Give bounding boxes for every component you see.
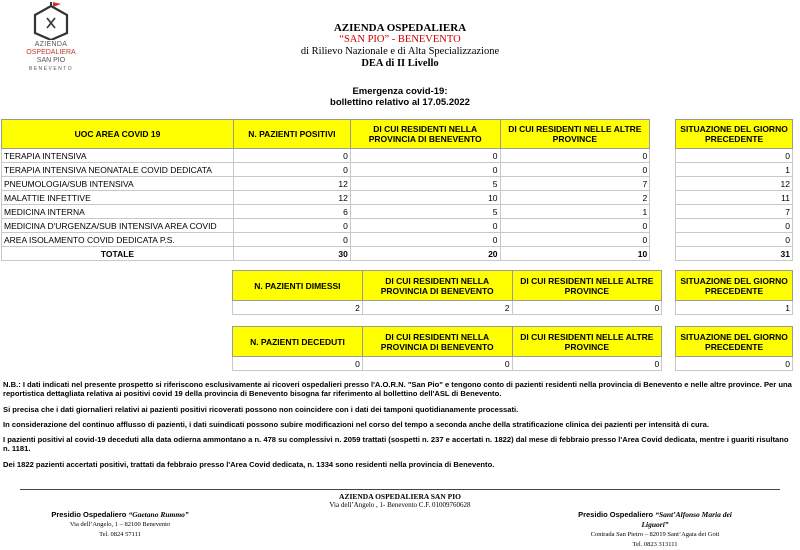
hospital-logo (16, 2, 86, 73)
table-row (2, 149, 793, 163)
footer-right (565, 510, 745, 550)
cell-positivi: 6 (233, 205, 350, 219)
cell-positivi: 12 (233, 191, 350, 205)
table-row (2, 163, 793, 177)
footer-right-prefix: Presidio Ospedaliero (578, 510, 656, 519)
total-precedente: 31 (676, 247, 793, 261)
cell-positivi: 12 (233, 177, 350, 191)
header-line-4: DEA di II Livello (361, 58, 439, 69)
note-paragraph: N.B.: I dati indicati nel presente prospetto si riferiscono esclusivamente ai ricoveri ospedalieri presso l'A.O.R.N. "San Pio" e tengono conto di pazienti residenti nella provincia di Benevento e nelle altre province. Per una reportistica dettagliata relativa ai positivi covid 19 della provincia di Benevento bisogna far riferimento al bollettino dell'ASL di Benevento. (3, 380, 792, 399)
cell-uoc: MEDICINA D'URGENZA/SUB INTENSIVA AREA COVID (2, 219, 234, 233)
header-line-3: di Rilievo Nazionale e di Alta Specializzazione (300, 46, 500, 57)
footer-center (250, 493, 550, 509)
footer-center-address: Via dell’Angelo , 1- Benevento C.F. 01009760628 (329, 501, 471, 509)
table-row (233, 357, 793, 371)
cell-uoc: MEDICINA INTERNA (2, 205, 234, 219)
table-header-row (233, 327, 793, 357)
deceduti-benevento: 0 (362, 357, 512, 371)
total-benevento: 20 (350, 247, 500, 261)
table-row (2, 233, 793, 247)
total-label: TOTALE (2, 247, 234, 261)
footer-left-prefix: Presidio Ospedaliero (51, 510, 129, 519)
notes-section (3, 380, 793, 475)
table-row (2, 191, 793, 205)
header-residenti-benevento: DI CUI RESIDENTI NELLA PROVINCIA DI BENEVENTO (362, 327, 512, 357)
cell-uoc: PNEUMOLOGIA/SUB INTENSIVA (2, 177, 234, 191)
header-positivi: N. PAZIENTI POSITIVI (233, 120, 350, 149)
table-row (2, 219, 793, 233)
cell-precedente: 1 (676, 163, 793, 177)
header-uoc: UOC AREA COVID 19 (2, 120, 234, 149)
table-total-row (2, 247, 793, 261)
footer-divider (20, 489, 780, 490)
table-row (2, 177, 793, 191)
cell-positivi: 0 (233, 233, 350, 247)
cell-altre: 1 (500, 205, 650, 219)
bulletin-title (200, 86, 600, 108)
bulletin-line-2: bollettino relativo al 17.05.2022 (330, 97, 470, 108)
total-positivi: 30 (233, 247, 350, 261)
footer-left-phone: Tel. 0824 57111 (99, 531, 141, 538)
dimessi-altre: 0 (512, 301, 662, 315)
cell-precedente: 12 (676, 177, 793, 191)
header-dimessi: N. PAZIENTI DIMESSI (233, 271, 363, 301)
header-residenti-benevento: DI CUI RESIDENTI NELLA PROVINCIA DI BENEVENTO (350, 120, 500, 149)
cell-benevento: 5 (350, 177, 500, 191)
header-giorno-precedente: SITUAZIONE DEL GIORNO PRECEDENTE (676, 271, 793, 301)
footer-left (40, 510, 200, 540)
note-paragraph: Dei 1822 pazienti accertati positivi, trattati da febbraio presso l'Area Covid dedicata, n. 1334 sono residenti nella provincia di Benevento. (3, 459, 495, 469)
cell-uoc: MALATTIE INFETTIVE (2, 191, 234, 205)
header-subtitle: “SAN PIO” - BENEVENTO (339, 34, 461, 45)
cell-altre: 0 (500, 163, 650, 177)
cell-benevento: 10 (350, 191, 500, 205)
header-residenti-altre: DI CUI RESIDENTI NELLE ALTRE PROVINCE (500, 120, 650, 149)
cell-altre: 2 (500, 191, 650, 205)
document-header (200, 22, 600, 70)
cell-uoc: AREA ISOLAMENTO COVID DEDICATA P.S. (2, 233, 234, 247)
header-giorno-precedente: SITUAZIONE DEL GIORNO PRECEDENTE (676, 327, 793, 357)
cell-precedente: 11 (676, 191, 793, 205)
footer-center-title: AZIENDA OSPEDALIERA SAN PIO (339, 492, 461, 501)
cell-benevento: 0 (350, 149, 500, 163)
footer-right-title (565, 510, 745, 530)
footer-left-address: Via dell’Angelo, 1 – 82100 Benevento (69, 521, 171, 528)
cell-benevento: 0 (350, 163, 500, 177)
header-residenti-benevento: DI CUI RESIDENTI NELLA PROVINCIA DI BENEVENTO (362, 271, 512, 301)
logo-text-ospedaliera: OSPEDALIERA (26, 49, 76, 56)
header-deceduti: N. PAZIENTI DECEDUTI (233, 327, 363, 357)
cell-benevento: 0 (350, 219, 500, 233)
note-paragraph: I pazienti positivi al covid-19 deceduti alla data odierna ammontano a n. 478 su complessivi n. 2059 trattati (sospetti n. 237 e accertati n. 1822) dal mese di febbraio presso l'Area Covid dedicata, mentre i guariti risultano n. 1181. (3, 435, 789, 454)
deceduti-altre: 0 (512, 357, 662, 371)
dimessi-value: 2 (233, 301, 363, 315)
cell-altre: 0 (500, 219, 650, 233)
note-paragraph: In considerazione del continuo afflusso di pazienti, i dati suindicati possono subire modificazioni nel corso del tempo a seconda anche della stratificazione clinica dei pazienti per intensità di cura. (3, 419, 709, 429)
cell-precedente: 0 (676, 219, 793, 233)
cell-uoc: TERAPIA INTENSIVA NEONATALE COVID DEDICATA (2, 163, 234, 177)
logo-text-san-pio: SAN PIO (36, 57, 66, 64)
header-residenti-altre: DI CUI RESIDENTI NELLE ALTRE PROVINCE (512, 271, 662, 301)
covid-positive-table (1, 119, 793, 261)
cell-precedente: 0 (676, 149, 793, 163)
table-row (2, 205, 793, 219)
logo-text-benevento: BENEVENTO (28, 66, 74, 72)
deceduti-table (232, 326, 793, 371)
cell-uoc: TERAPIA INTENSIVA (2, 149, 234, 163)
hexagon-logo-icon (29, 2, 73, 40)
bulletin-line-1: Emergenza covid-19: (352, 86, 448, 97)
cell-positivi: 0 (233, 219, 350, 233)
cell-altre: 0 (500, 149, 650, 163)
cell-altre: 0 (500, 233, 650, 247)
cell-precedente: 7 (676, 205, 793, 219)
header-title: AZIENDA OSPEDALIERA (333, 22, 467, 34)
header-giorno-precedente: SITUAZIONE DEL GIORNO PRECEDENTE (676, 120, 793, 149)
cell-benevento: 5 (350, 205, 500, 219)
footer-left-name: “Gaetano Rummo” (128, 510, 189, 519)
table-header-row (233, 271, 793, 301)
deceduti-value: 0 (233, 357, 363, 371)
footer-right-phone: Tel. 0823 313111 (632, 541, 678, 548)
logo-text-azienda: AZIENDA (34, 41, 68, 48)
header-residenti-altre: DI CUI RESIDENTI NELLE ALTRE PROVINCE (512, 327, 662, 357)
table-header-row (2, 120, 793, 149)
cell-precedente: 0 (676, 233, 793, 247)
note-paragraph: Si precisa che i dati giornalieri relativi ai pazienti positivi ricoverati possono non coincidere con i dati dei tamponi quotidianamente processati. (3, 404, 519, 414)
cell-positivi: 0 (233, 163, 350, 177)
total-altre: 10 (500, 247, 650, 261)
table-row (233, 301, 793, 315)
cell-altre: 7 (500, 177, 650, 191)
dimessi-table (232, 270, 793, 315)
dimessi-benevento: 2 (362, 301, 512, 315)
deceduti-precedente: 0 (676, 357, 793, 371)
dimessi-precedente: 1 (676, 301, 793, 315)
cell-positivi: 0 (233, 149, 350, 163)
footer-right-address: Contrada San Pietro – 82019 Sant’Agata dei Goti (590, 531, 720, 538)
cell-benevento: 0 (350, 233, 500, 247)
footer-right-name: “Sant’Alfonso Maria dei Liguori” (641, 510, 732, 529)
footer-left-title (40, 510, 200, 520)
